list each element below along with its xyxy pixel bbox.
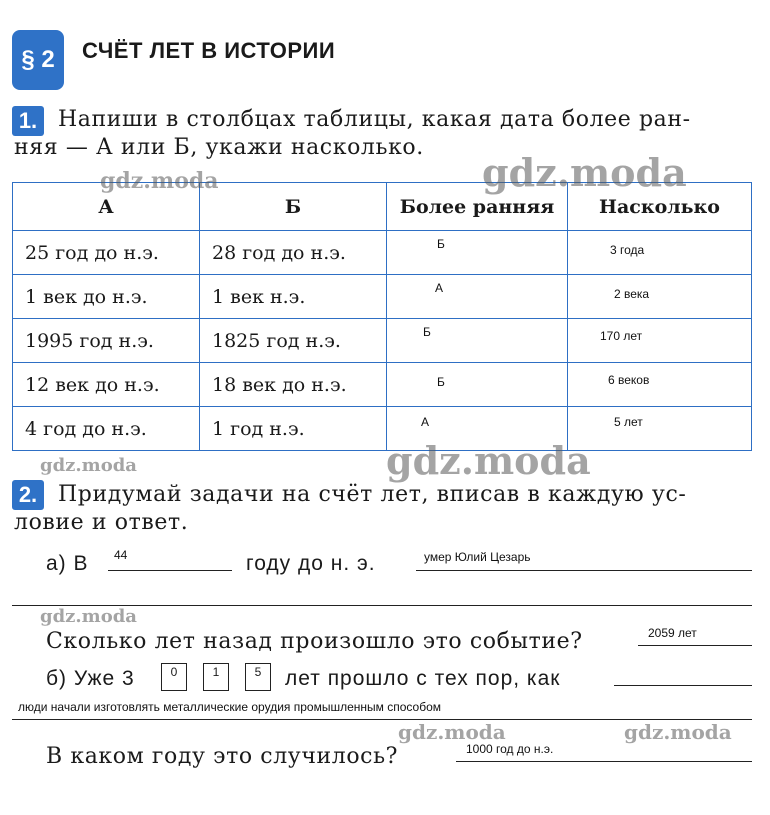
- header-a: А: [13, 183, 200, 231]
- watermark: gdz.moda: [100, 168, 219, 194]
- watermark: gdz.moda: [398, 720, 506, 744]
- section-number-badge: § 2: [12, 30, 64, 90]
- task2b-event-answer: люди начали изготовлять металлические орудия промышленным способом: [18, 700, 441, 714]
- header-b: Б: [200, 183, 387, 231]
- task2b-digit-box-3[interactable]: 5: [245, 663, 271, 691]
- cell-earlier[interactable]: [387, 363, 568, 407]
- task2-text-line1: Придумай задачи на счёт лет, вписав в каждую ус-: [58, 482, 687, 507]
- header-difference: Насколько: [568, 183, 752, 231]
- dates-table: [12, 182, 752, 451]
- cell-b: 1 век н.э.: [200, 275, 387, 319]
- task2a-event-answer: умер Юлий Цезарь: [424, 550, 531, 564]
- cell-a: 1995 год н.э.: [13, 319, 200, 363]
- cell-difference[interactable]: [568, 319, 752, 363]
- cell-a: 4 год до н.э.: [13, 407, 200, 451]
- cell-b: 28 год до н.э.: [200, 231, 387, 275]
- task1-text-line2: няя — А или Б, укажи насколько.: [14, 135, 424, 160]
- task2-question2-answer: 1000 год до н.э.: [466, 742, 554, 756]
- cell-b: 1 год н.э.: [200, 407, 387, 451]
- answer-difference: 2 века: [614, 287, 650, 301]
- watermark: gdz.moda: [624, 720, 732, 744]
- task2a-middle-text: году до н. э.: [246, 552, 376, 575]
- task2b-digit-box-1[interactable]: 0: [161, 663, 187, 691]
- watermark: gdz.moda: [40, 455, 137, 476]
- task2a-year-answer: 44: [114, 548, 128, 562]
- table-row: [13, 231, 752, 275]
- task2-question2-blank[interactable]: [456, 761, 752, 762]
- answer-earlier: А: [435, 281, 444, 295]
- task2-text-line2: ловие и ответ.: [14, 510, 189, 535]
- answer-earlier: Б: [437, 375, 445, 389]
- task2-number: 2.: [12, 480, 44, 510]
- watermark: gdz.moda: [40, 606, 137, 627]
- section-title: СЧЁТ ЛЕТ В ИСТОРИИ: [82, 38, 336, 63]
- table-row: [13, 275, 752, 319]
- cell-difference[interactable]: [568, 363, 752, 407]
- cell-b: 18 век до н.э.: [200, 363, 387, 407]
- table-row: [13, 319, 752, 363]
- answer-earlier: А: [421, 415, 430, 429]
- cell-earlier[interactable]: [387, 275, 568, 319]
- task2-question1: Сколько лет назад произошло это событие?: [46, 629, 583, 654]
- answer-difference: 6 веков: [608, 373, 650, 387]
- answer-difference: 170 лет: [600, 329, 643, 343]
- task1-number: 1.: [12, 106, 44, 136]
- cell-a: 12 век до н.э.: [13, 363, 200, 407]
- task2a-year-blank[interactable]: [108, 570, 232, 571]
- cell-earlier[interactable]: [387, 231, 568, 275]
- task1-text-line1: Напиши в столбцах таблицы, какая дата более ран-: [58, 107, 691, 132]
- cell-difference[interactable]: [568, 275, 752, 319]
- answer-difference: 5 лет: [614, 415, 643, 429]
- watermark: gdz.moda: [482, 150, 687, 195]
- task2-question1-blank[interactable]: [638, 645, 752, 646]
- cell-b: 1825 год н.э.: [200, 319, 387, 363]
- answer-earlier: Б: [423, 325, 431, 339]
- table-row: [13, 363, 752, 407]
- task2a-event-blank[interactable]: [416, 570, 752, 571]
- cell-earlier[interactable]: [387, 319, 568, 363]
- watermark: gdz.moda: [386, 438, 591, 483]
- task2-question2: В каком году это случилось?: [46, 744, 399, 769]
- cell-difference[interactable]: [568, 407, 752, 451]
- table-row: [13, 407, 752, 451]
- task2b-middle-text: лет прошло с тех пор, как: [285, 667, 561, 690]
- header-earlier: Более ранняя: [387, 183, 568, 231]
- task2a-prefix: а) В: [46, 552, 89, 575]
- task2b-event-blank[interactable]: [614, 685, 752, 686]
- cell-difference[interactable]: [568, 231, 752, 275]
- answer-difference: 3 года: [610, 243, 645, 257]
- task2-question1-answer: 2059 лет: [648, 626, 697, 640]
- answer-earlier: Б: [437, 237, 445, 251]
- cell-a: 25 год до н.э.: [13, 231, 200, 275]
- task2b-digit-box-2[interactable]: 1: [203, 663, 229, 691]
- cell-a: 1 век до н.э.: [13, 275, 200, 319]
- task2b-prefix: б) Уже 3: [46, 667, 135, 690]
